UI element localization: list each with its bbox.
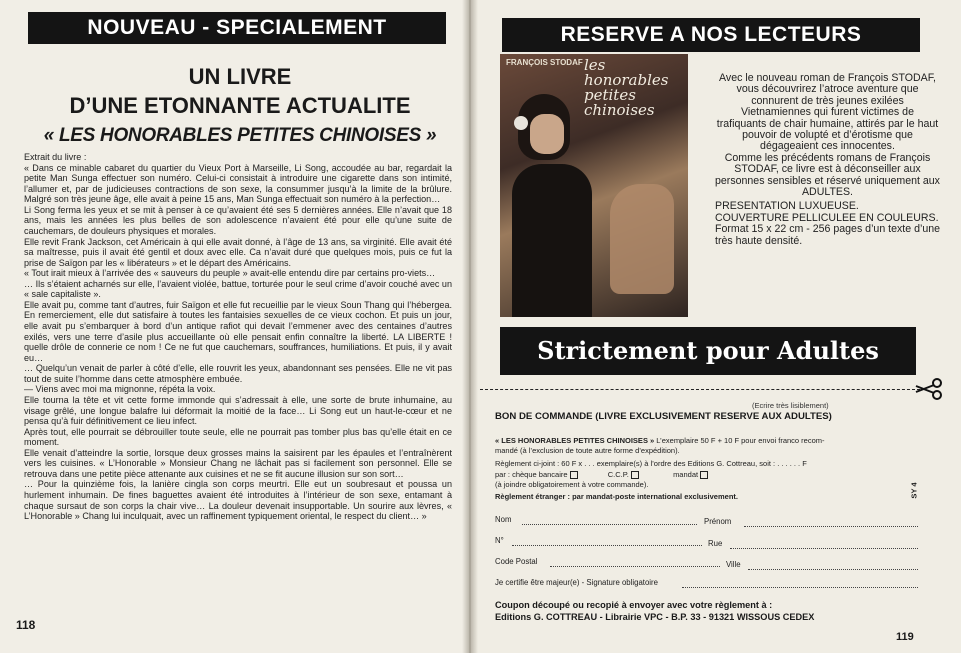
order-write-hint: (Ecrire très lisiblement) (752, 401, 829, 410)
excerpt-paragraph: Extrait du livre : (24, 152, 87, 162)
nom-field[interactable] (522, 524, 697, 525)
right-page-number: 119 (896, 631, 914, 643)
promo-presentation: PRESENTATION LUXUEUSE. (715, 200, 859, 213)
code-postal-field[interactable] (550, 566, 720, 567)
cut-line (480, 389, 920, 390)
rue-label: Rue (708, 539, 723, 548)
payment-methods (495, 470, 708, 479)
cover-title: les honorables petites chinoises (584, 56, 669, 119)
order-attach-note: (à joindre obligatoirement à votre commande). (495, 480, 649, 489)
order-payment-line: Règlement ci-joint : 60 F x . . . exemplaire(s) à l’ordre des Editions G. Cottreau, soit : . . . . . . F (495, 459, 807, 468)
right-header-banner: RESERVE A NOS LECTEURS (502, 18, 920, 52)
excerpt-paragraph: … Quelqu’un venait de parler à côté d’elle, elle rouvrit les yeux, abandonnant ses pensées. Elle ne vit pas tout de suite l’homme dans cette atmosphère embuée. (24, 363, 452, 384)
excerpt-paragraph: « Dans ce minable cabaret du quartier du Vieux Port à Marseille, Li Song, accoudée au bar, regardait la petite Man Sunga effectuer son numéro. Celui-ci consistait à introduire une cigarette dans son intimité, l’allumer et, par de judicieuses contractions de son sexe, la consummer jusqu’à la limite de la brûlure. Malgré son très jeune âge, elle avait à peine 15 ans, Man Sunga effectuait son numéro à la perfection… (24, 162, 452, 205)
cover-figure-face (530, 114, 564, 154)
certify-label: Je certifie être majeur(e) - Signature obligatoire (495, 578, 658, 587)
scissors-icon (914, 378, 944, 400)
prenom-label: Prénom (704, 517, 732, 526)
left-page (0, 0, 470, 653)
cover-flower-icon (514, 116, 528, 130)
numero-field[interactable] (512, 545, 702, 546)
excerpt-paragraph: Elle tourna la tête et vit cette forme immonde qui s’adressait à elle, une sorte de brute inhumaine, au visage grêlé, une longue balafre lui déformait la moitié de la face… Li Song eut un haut-le-cœur et ne pensa qu’à fuir définitivement ce lieu infect. (24, 394, 452, 427)
bank-check-checkbox[interactable] (570, 471, 578, 479)
promo-text (715, 73, 940, 247)
mandat-checkbox[interactable] (700, 471, 708, 479)
book-cover-image (500, 54, 688, 317)
order-form-title: BON DE COMMANDE (LIVRE EXCLUSIVEMENT RESERVE AUX ADULTES) (495, 411, 832, 422)
bank-check-label: par : chèque bancaire (495, 470, 568, 479)
left-page-number: 118 (16, 618, 36, 632)
promo-cover: COUVERTURE PELLICULEE EN COULEURS. (715, 211, 939, 224)
excerpt-paragraph: Elle venait d’atteindre la sortie, lorsque deux grosses mains la saisirent par les épaules et l’entraînèrent vers les cuisines. « L’Honorable » Monsieur Chang ne lâchait pas si facilement son personnel. Elle se retrouva dans une petite pièce attenante aux cuisines et ne se fit aucune illusion sur son sort… (24, 447, 452, 479)
cover-second-figure (610, 184, 674, 294)
excerpt-paragraph: — Viens avec moi ma mignonne, répéta la voix. (24, 384, 216, 395)
right-page (470, 0, 961, 653)
book-gutter (462, 0, 478, 653)
promo-paragraph-2: Comme les précédents romans de François STODAF, ce livre est à déconseiller aux personnes sensibles et réservé uniquement aux ADULTES. (715, 151, 940, 199)
rue-field[interactable] (730, 548, 918, 549)
excerpt-paragraph: … Pour la quinzième fois, la lanière cingla son corps meurtri. Elle eut un soubresaut et poussa un hurlement inhumain. De fines baguettes avaient été introduites à l’intérieur de son sexe, entamant à chaque sursaut de son corps la chair vive… La douleur devenait insupportable. Un sourire aux lèvres, « L’Honorable » Chang lui inculquait, avec un raffinement typiquement oriental, le respect du client… » (24, 479, 452, 522)
adults-only-banner: Strictement pour Adultes (500, 327, 916, 375)
left-header-banner: NOUVEAU - SPECIALEMENT (28, 12, 446, 44)
excerpt-paragraph: « Tout irait mieux à l’arrivée des « sauveurs du peuple » avait-elle entendu dire par certains pro-viets… (24, 268, 436, 279)
cover-figure-body (512, 164, 592, 317)
order-foreign-payment: Règlement étranger : par mandat-poste international exclusivement. (495, 492, 738, 501)
excerpt-paragraph: Après tout, elle pourrait se débrouiller toute seule, elle ne pourrait pas tomber plus bas qu’elle était en ce moment. (24, 426, 452, 448)
ville-label: Ville (726, 560, 741, 569)
code-postal-label: Code Postal (495, 557, 538, 566)
book-title-headline: « LES HONORABLES PETITES CHINOISES » (43, 125, 437, 146)
excerpt-paragraph: Li Song ferma les yeux et se mit à penser à ce qu’avaient été ses 5 dernières années. Elle n’avait que 18 ans, mais les années les plus belles de son adolescence n’avaient été pour elle qu’une suite de cauchemars, de douleurs physiques et morales. (24, 204, 452, 236)
coupon-address: Editions G. COTTREAU - Librairie VPC - B.P. 33 - 91321 WISSOUS CEDEX (495, 612, 815, 622)
promo-paragraph-1: Avec le nouveau roman de François STODAF, vous découvrirez l’atroce aventure que connurent de très jeunes exilées Vietnamiennes qui furent victimes de trafiquants de chair humaine, attirés par le haut pouvoir de volupté et d’érotisme que dégageaient ces innocentes. (716, 72, 939, 153)
numero-label: N° (495, 536, 504, 545)
mandat-label: mandat (673, 470, 699, 479)
order-book-line (495, 436, 825, 445)
prenom-field[interactable] (744, 526, 918, 527)
ccp-checkbox[interactable] (631, 471, 639, 479)
ccp-label: C.C.P. (607, 470, 629, 479)
headline-line-2: D’UNE ETONNANTE ACTUALITE (69, 93, 411, 118)
excerpt-paragraph: … Ils s’étaient acharnés sur elle, l’avaient violée, battue, torturée pour le seul crime d’avoir couché avec un « sale capitaliste ». (24, 278, 452, 300)
signature-field[interactable] (682, 587, 918, 588)
promo-format: Format 15 x 22 cm - 256 pages d’un texte d’une très haute densité. (715, 223, 940, 247)
cover-author: FRANÇOIS STODAF (506, 58, 583, 67)
ville-field[interactable] (748, 569, 918, 570)
headline-line-1: UN LIVRE (188, 64, 292, 89)
order-shipping-note: mandé (à l’exclusion de toute autre forme d’expédition). (495, 446, 680, 455)
order-book-title: « LES HONORABLES PETITES CHINOISES » (495, 436, 655, 445)
excerpt-paragraph: Elle revit Frank Jackson, cet Américain à qui elle avait donné, à l’âge de 13 ans, sa virginité. Elle avait été sa maîtresse, puis il avait été gentil et doux avec elle. Ca n’avait duré que quelques mois, puis ce fut la prise de Saïgon par les « libérateurs » et le départ des Américains. (24, 236, 452, 268)
form-code: SY 4 (909, 482, 919, 499)
coupon-instructions: Coupon découpé ou recopié à envoyer avec votre règlement à : (495, 600, 773, 610)
order-price: L’exemplaire 50 F + 10 F pour envoi franco recom- (656, 436, 825, 445)
nom-label: Nom (495, 515, 512, 524)
excerpt-paragraph: Elle avait pu, comme tant d’autres, fuir Saïgon et elle fut recueillie par le vieux Soun Thang qui l’hébergea. En remerciement, elle dut satisfaire à toutes les fantaisies sexuelles de ce vieux cochon. Et puis un jour, elle avait pu s’embarquer à bord d’un antique rafiot qui devait l’emmener avec des centaines d’autres exilés, vers une terre d’asile plus accueillante où elle pensait enfin connaître la liberté. LA LIBERTE ! quelle drôle de connerie ce nom ! Ce ne fut que cauchemars, souffrances, humiliations. Et puis, il y avait eu… (24, 299, 452, 363)
book-excerpt (24, 152, 452, 522)
